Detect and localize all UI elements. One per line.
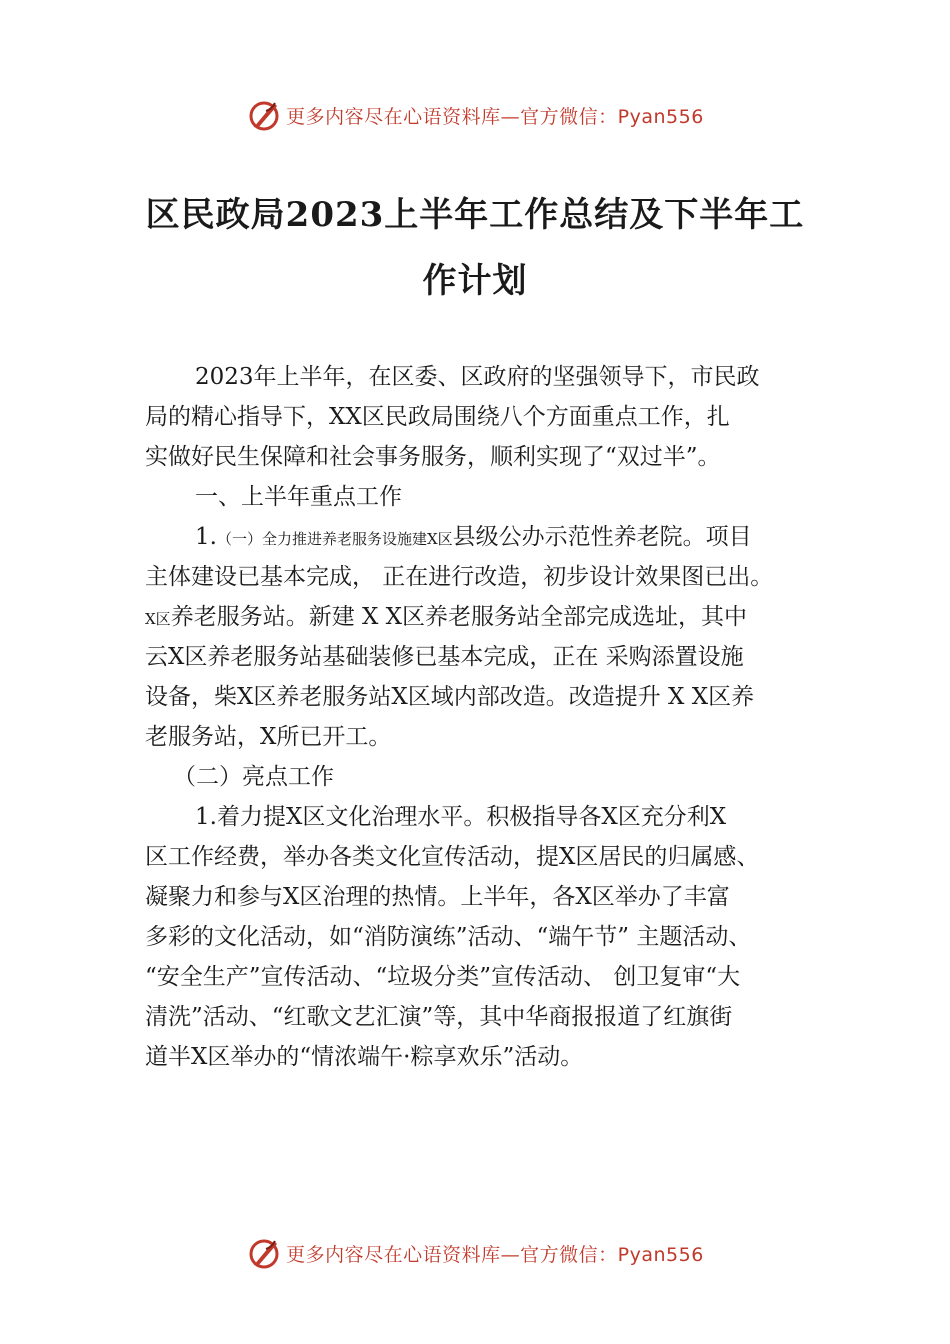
paragraph-line: 区工作经费，举办各类文化宣传活动，提X区居民的归属感、: [145, 844, 760, 870]
quill-seal-icon: [246, 97, 282, 133]
section-heading-1: 一、上半年重点工作: [195, 484, 402, 510]
paragraph-line: 凝聚力和参与X区治理的热情。上半年，各X区举办了丰富: [145, 884, 730, 910]
title-line-1: 区民政局2023上半年工作总结及下半年工: [145, 195, 805, 235]
watermark-text: 更多内容尽在心语资料库—官方微信：Pyan556: [286, 1243, 704, 1266]
paragraph-line: 局的精心指导下，XX区民政局围绕八个方面重点工作，扎: [145, 404, 730, 430]
paragraph-line: 清洗”活动、“红歌文艺汇演”等，其中华商报报道了红旗街: [145, 1004, 733, 1030]
wechat-id: Pyan556: [617, 1243, 704, 1266]
paragraph-line: 实做好民生保障和社会事务服务，顺利实现了“双过半”。: [145, 444, 721, 470]
footer-watermark: [0, 1233, 950, 1273]
header-watermark: [0, 95, 950, 135]
paragraph-line: 老服务站，X所已开工。: [145, 724, 392, 750]
paragraph-line: 设备，柴X区养老服务站X区域内部改造。改造提升 X X区养: [145, 684, 755, 710]
document-title: [0, 182, 950, 314]
paragraph-line: 道半X区举办的“情浓端午·粽享欢乐”活动。: [145, 1044, 584, 1070]
wechat-id: Pyan556: [617, 105, 704, 128]
paragraph-line: 云X区养老服务站基础装修已基本完成，正在 采购添置设施: [145, 644, 744, 670]
paragraph-line: “安全生产”宣传活动、“垃圾分类”宣传活动、 创卫复审“大: [145, 964, 741, 990]
paragraph-line: 1.着力提X区文化治理水平。积极指导各X区充分利X: [195, 804, 727, 830]
quill-seal-icon: [246, 1235, 282, 1271]
paragraph-line: 多彩的文化活动，如“消防演练”活动、“端午节” 主题活动、: [145, 924, 752, 950]
paragraph-line: 1.（一）全力推进养老服务设施建X区县级公办示范性养老院。项目: [195, 524, 752, 550]
paragraph-line: 2023年上半年，在区委、区政府的坚强领导下，市民政: [195, 364, 760, 390]
watermark-text: 更多内容尽在心语资料库—官方微信：Pyan556: [286, 105, 704, 128]
title-line-2: 作计划: [422, 261, 528, 301]
paragraph-line: X区养老服务站。新建 X X区养老服务站全部完成选址，其中: [145, 604, 748, 630]
paragraph-line: 主体建设已基本完成， 正在进行改造，初步设计效果图已出。: [145, 564, 774, 590]
section-heading-2: （二）亮点工作: [173, 764, 334, 790]
document-body: [145, 357, 835, 1077]
